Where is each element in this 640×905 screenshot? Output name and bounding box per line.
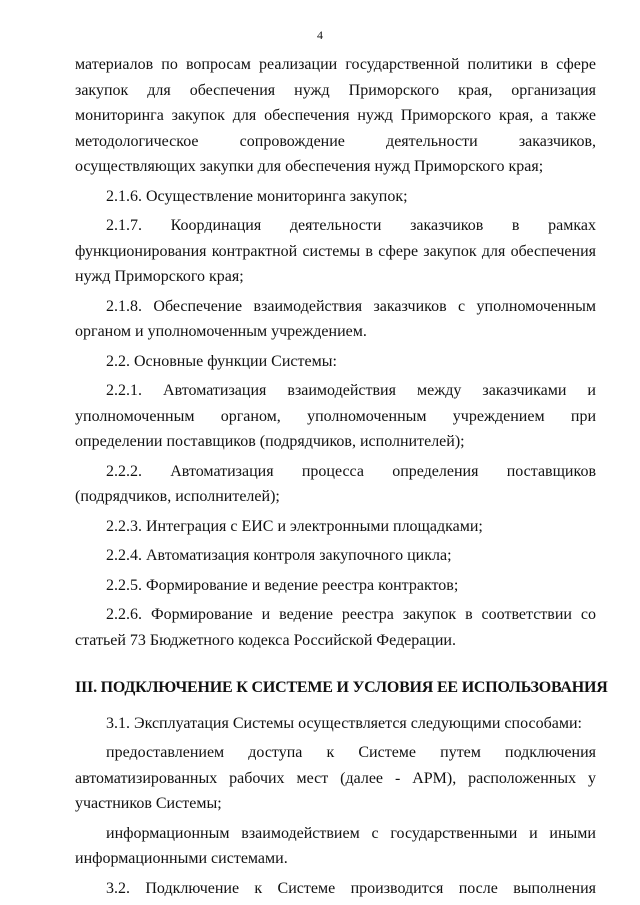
paragraph-3-1-integration: информационным взаимодействием с государственными и иными информационными системами.	[75, 824, 596, 867]
paragraph-2-1-6: 2.1.6. Осуществление мониторинга закупок;	[106, 187, 408, 205]
page-number: 4	[317, 28, 323, 42]
paragraph-3-1-access: предоставлением доступа к Системе путем подключения автоматизированных рабочих мест (далее - АРМ), расположенных у участников Системы;	[75, 744, 596, 812]
paragraph-2-2-3: 2.2.3. Интеграция с ЕИС и электронными площадками;	[106, 517, 483, 535]
paragraph-2-2-5: 2.2.5. Формирование и ведение реестра контрактов;	[106, 576, 459, 594]
section-heading: III. ПОДКЛЮЧЕНИЕ К СИСТЕМЕ И УСЛОВИЯ ЕЕ ИСПОЛЬЗОВАНИЯ	[75, 679, 608, 696]
paragraph-2-2: 2.2. Основные функции Системы:	[106, 352, 337, 370]
document-body	[75, 52, 608, 901]
paragraph-3-2: 3.2. Подключение к Системе производится после выполнения	[106, 879, 596, 897]
paragraph-2-2-1: 2.2.1. Автоматизация взаимодействия между заказчиками и уполномоченным органом, уполномоченным учреждением при определении поставщиков (подрядчиков, исполнителей);	[75, 382, 596, 450]
paragraph-2-1-7: 2.1.7. Координация деятельности заказчиков в рамках функционирования контрактной системы в сфере закупок для обеспечения нужд Приморского края;	[75, 217, 596, 285]
paragraph-2-2-6: 2.2.6. Формирование и ведение реестра закупок в соответствии со статьей 73 Бюджетного кодекса Российской Федерации.	[75, 606, 596, 649]
paragraph-2-2-4: 2.2.4. Автоматизация контроля закупочного цикла;	[106, 547, 452, 564]
paragraph-continuation: материалов по вопросам реализации государственной политики в сфере закупок для обеспечения нужд Приморского края, организация мониторинга закупок для обеспечения нужд Приморского края, а также методологическое сопровождение деятельности заказчиков, осуществляющих закупки для обеспечения нужд Приморского края;	[75, 56, 596, 175]
paragraph-3-1: 3.1. Эксплуатация Системы осуществляется следующими способами:	[106, 714, 582, 732]
paragraph-2-1-8: 2.1.8. Обеспечение взаимодействия заказчиков с уполномоченным органом и уполномоченным учреждением.	[75, 297, 596, 340]
paragraph-2-2-2: 2.2.2. Автоматизация процесса определения поставщиков (подрядчиков, исполнителей);	[75, 462, 596, 505]
